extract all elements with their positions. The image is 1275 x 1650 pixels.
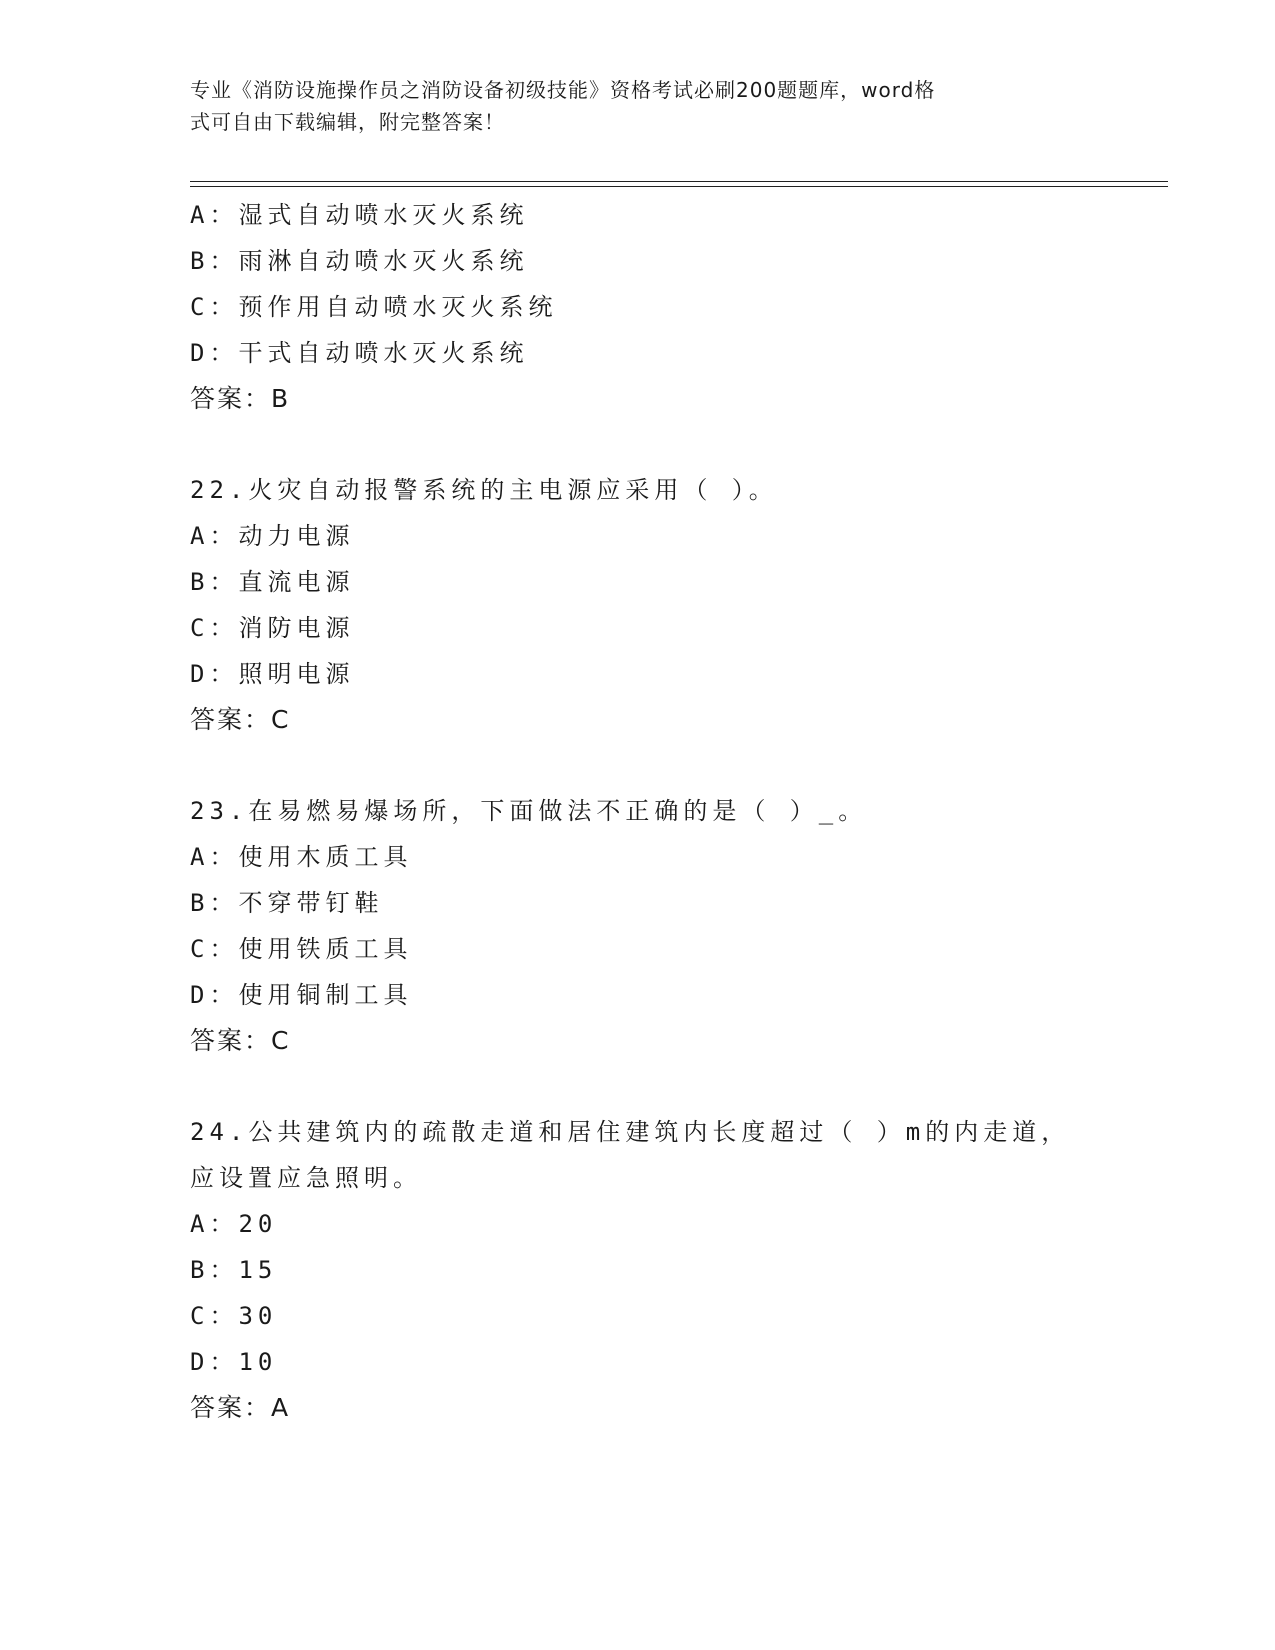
question-list xyxy=(190,192,1090,1431)
option-b: B：直流电源 xyxy=(190,568,355,596)
option-c: C：预作用自动喷水灭火系统 xyxy=(190,293,558,321)
document-header xyxy=(190,74,1090,138)
question-text: 22.火灾自动报警系统的主电源应采用（ ）。 xyxy=(190,476,778,504)
header-divider-bottom xyxy=(190,186,1168,187)
option-d: D：使用铜制工具 xyxy=(190,981,413,1009)
option-c: C：使用铁质工具 xyxy=(190,935,413,963)
option-b: B：不穿带钉鞋 xyxy=(190,889,384,917)
option-c: C：消防电源 xyxy=(190,614,355,642)
header-line-1: 专业《消防设施操作员之消防设备初级技能》资格考试必刷200题题库，word格 xyxy=(190,78,936,102)
header-divider-top xyxy=(190,181,1168,182)
option-d: D：照明电源 xyxy=(190,660,355,688)
question-23 xyxy=(190,788,1090,1064)
question-text-line-1: 24.公共建筑内的疏散走道和居住建筑内长度超过（ ）m的内走道， xyxy=(190,1118,1071,1146)
answer: 答案：C xyxy=(190,1026,291,1055)
question-22 xyxy=(190,467,1090,743)
question-21 xyxy=(190,192,1090,422)
option-d: D：10 xyxy=(190,1348,278,1376)
option-a: A：动力电源 xyxy=(190,522,355,550)
option-d: D：干式自动喷水灭火系统 xyxy=(190,339,529,367)
option-a: A：湿式自动喷水灭火系统 xyxy=(190,201,529,229)
header-line-2: 式可自由下载编辑，附完整答案！ xyxy=(190,110,505,134)
option-b: B：15 xyxy=(190,1256,278,1284)
answer: 答案：A xyxy=(190,1393,291,1422)
answer: 答案：C xyxy=(190,705,291,734)
option-a: A：使用木质工具 xyxy=(190,843,413,871)
answer: 答案：B xyxy=(190,384,291,413)
option-b: B：雨淋自动喷水灭火系统 xyxy=(190,247,529,275)
question-24 xyxy=(190,1109,1090,1431)
option-a: A：20 xyxy=(190,1210,278,1238)
question-text-line-2: 应设置应急照明。 xyxy=(190,1164,422,1192)
option-c: C：30 xyxy=(190,1302,278,1330)
question-text: 23.在易燃易爆场所，下面做法不正确的是（ ）_。 xyxy=(190,797,868,825)
